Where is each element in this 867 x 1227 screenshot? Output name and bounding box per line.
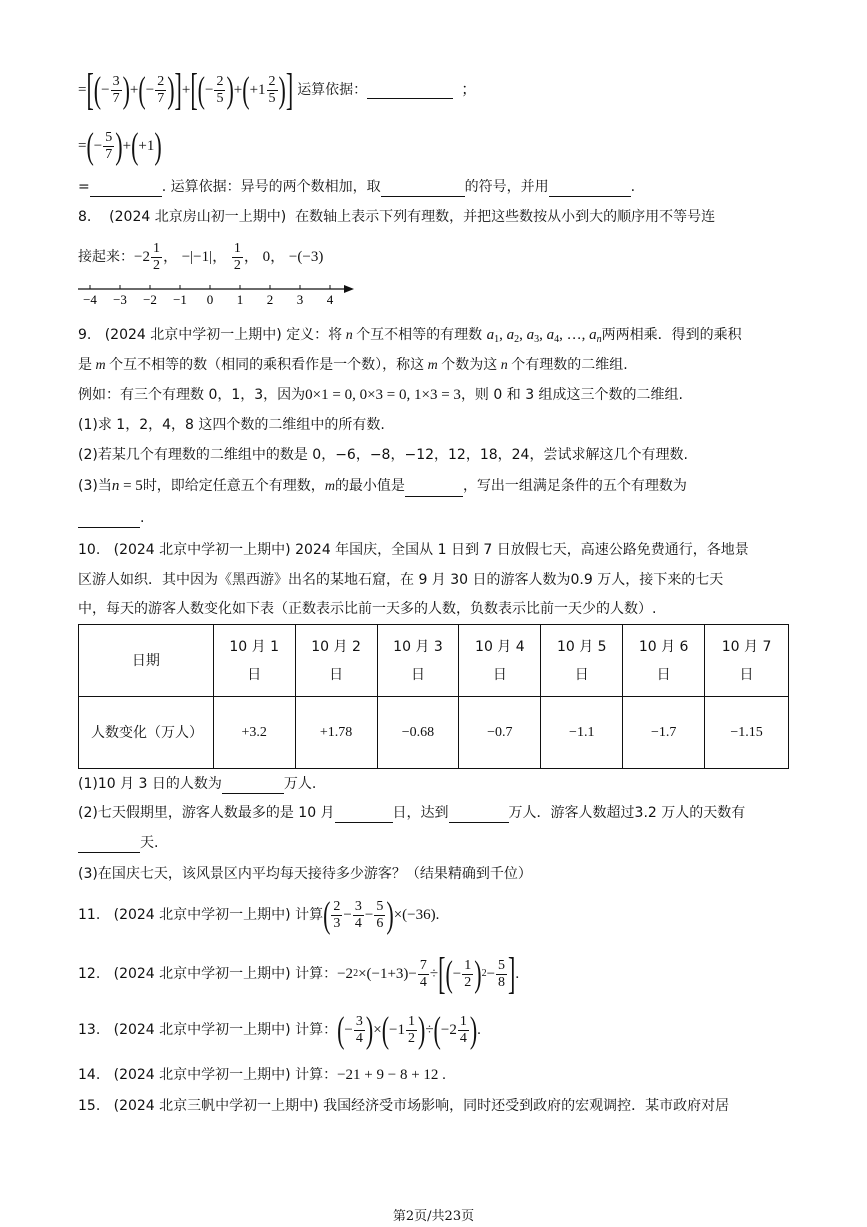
answer-blank[interactable] bbox=[78, 511, 140, 528]
table-cell-change: −0.68 bbox=[377, 697, 459, 769]
q10-line-3: 中，每天的游客人数变化如下表（正数表示比前一天多的人数，负数表示比前一天少的人数）. bbox=[78, 601, 657, 617]
number-line-tick-label: −1 bbox=[173, 292, 187, 307]
answer-blank[interactable] bbox=[405, 480, 463, 497]
visitor-change-table bbox=[78, 624, 789, 769]
number-line-tick-label: −4 bbox=[83, 292, 97, 307]
table-header-change: 人数变化（万人） bbox=[79, 697, 214, 769]
table-cell-date: 10 月 2 日 bbox=[295, 625, 377, 697]
answer-blank[interactable] bbox=[335, 806, 393, 823]
q9-line-1: 9. (2024 北京中学初一上期中) 定义：将 n 个互不相等的有理数 $a_1$, $a_2$, $a_3$, $a_4$, …, $a_n$两两相乘．得到的乘积 bbox=[78, 327, 742, 345]
table-cell-change: −0.7 bbox=[459, 697, 541, 769]
table-cell-change: −1.15 bbox=[705, 697, 789, 769]
number-line-tick-label: −3 bbox=[113, 292, 127, 307]
q11-line: 11. (2024 北京中学初一上期中) 计算 ( $\frac{2}{3}$ − $\frac{3}{4}$ − $\frac{5}{6}$ ) ×(−36). bbox=[78, 892, 440, 936]
answer-blank[interactable] bbox=[90, 180, 162, 197]
table-cell-date: 10 月 4 日 bbox=[459, 625, 541, 697]
number-line-tick-label: 4 bbox=[326, 292, 334, 307]
q9-line-3: 例如：有三个有理数 0，1，3，因为0×1 = 0, 0×3 = 0, 1×3 = 3，则 0 和 3 组成这三个数的二维组. bbox=[78, 387, 684, 403]
q8-line-1: 8. (2024 北京房山初一上期中) 在数轴上表示下列有理数，并把这些数按从小到大的顺序用不等号连 bbox=[78, 209, 716, 225]
q10-line-1: 10. (2024 北京中学初一上期中) 2024 年国庆，全国从 1 日到 7 日放假七天，高速公路免费通行，各地景 bbox=[78, 542, 749, 558]
answer-blank[interactable] bbox=[381, 180, 465, 197]
table-cell-change: +1.78 bbox=[295, 697, 377, 769]
q9-line-2: 是 m 个互不相等的数（相同的乘积看作是一个数），称这 m 个数为这 n 个有理数的二维组. bbox=[78, 357, 628, 373]
number-line-tick-label: 2 bbox=[266, 292, 274, 307]
q12-line: 12. (2024 北京中学初一上期中) 计算： −2 2 ×(−1+3)− $\frac{7}{4}$ ÷ [ ( − $\frac{1}{2}$ ) 2 − $\frac{5}{8}$ ] . bbox=[78, 948, 520, 998]
table-header-date: 日期 bbox=[79, 625, 214, 697]
calc-line-1: = [ ( − $\frac{3}{7}$ ) + ( − $\frac{2}{7}$ ) ] + [ ( − $\frac{2}{5}$ ) + ( +1 $\frac{2}{5}$ ) ] 运算依据： ； bbox=[78, 64, 477, 114]
answer-blank[interactable] bbox=[78, 836, 140, 853]
q9-sub3: (3)当n = 5时，即给定任意五个有理数，m的最小值是 ，写出一组满足条件的五个有理数为 bbox=[78, 476, 687, 497]
q9-sub3-cont: . bbox=[78, 508, 144, 528]
question-source: (2024 北京房山初一上期中) bbox=[109, 209, 287, 225]
q15-line: 15. (2024 北京三帆中学初一上期中) 我国经济受市场影响，同时还受到政府的宏观调控．某市政府对居 bbox=[78, 1098, 730, 1114]
table-cell-change: +3.2 bbox=[213, 697, 295, 769]
table-cell-date: 10 月 3 日 bbox=[377, 625, 459, 697]
answer-blank[interactable] bbox=[222, 777, 284, 794]
table-cell-date: 10 月 6 日 bbox=[623, 625, 705, 697]
page-footer: 第2页/共23页 bbox=[392, 1209, 475, 1224]
answer-blank[interactable] bbox=[549, 180, 631, 197]
q10-sub3: (3)在国庆七天，该风景区内平均每天接待多少游客？（结果精确到千位） bbox=[78, 866, 532, 882]
question-number: 8. bbox=[78, 209, 92, 225]
q9-sub1: (1)求 1，2，4，8 这四个数的二维组中的所有数. bbox=[78, 417, 385, 433]
number-line bbox=[78, 277, 368, 307]
q10-sub1: (1)10 月 3 日的人数为 万人. bbox=[78, 776, 317, 792]
q10-sub2-cont: 天. bbox=[78, 833, 158, 853]
q14-line: 14. (2024 北京中学初一上期中) 计算：−21 + 9 − 8 + 12 . bbox=[78, 1067, 446, 1083]
q9-sub2: (2)若某几个有理数的二维组中的数是 0，−6，−8，−12，12，18，24，尝试求解这几个有理数. bbox=[78, 447, 688, 463]
table-cell-date: 10 月 7 日 bbox=[705, 625, 789, 697]
q10-sub2: (2)七天假期里，游客人数最多的是 10 月 日，达到 万人．游客人数超过3.2 万人的天数有 bbox=[78, 805, 746, 821]
number-line-tick-label: 0 bbox=[206, 292, 214, 307]
number-line-tick-label: 1 bbox=[236, 292, 244, 307]
table-cell-date: 10 月 1 日 bbox=[213, 625, 295, 697]
q13-line: 13. (2024 北京中学初一上期中) 计算： ( − $\frac{3}{4}$ ) × ( −1 $\frac{1}{2}$ ) ÷ ( −2 $\frac{1}{4}$ ) . bbox=[78, 1007, 481, 1051]
table-row bbox=[79, 625, 789, 697]
number-line-tick-label: 3 bbox=[296, 292, 304, 307]
number-line-tick-label: −2 bbox=[143, 292, 157, 307]
q8-line-2: 接起来： −2 $\frac{1}{2}$ ， −|−1|， $\frac{1}{2}$ ， 0， −(−3) bbox=[78, 240, 324, 273]
table-cell-change: −1.1 bbox=[541, 697, 623, 769]
op-basis-label: 运算依据： bbox=[297, 82, 368, 98]
answer-blank[interactable] bbox=[367, 82, 453, 99]
table-cell-date: 10 月 5 日 bbox=[541, 625, 623, 697]
calc-line-2: = ( − $\frac{5}{7}$ ) + ( +1 ) bbox=[78, 123, 162, 167]
table-row bbox=[79, 697, 789, 769]
table-cell-change: −1.7 bbox=[623, 697, 705, 769]
calc-line-3: = . 运算依据：异号的两个数相加，取 的符号，并用 . bbox=[78, 179, 636, 195]
answer-blank[interactable] bbox=[449, 806, 509, 823]
q10-line-2: 区游人如织．其中因为《黑西游》出名的某地石窟，在 9 月 30 日的游客人数为0.9 万人，接下来的七天 bbox=[78, 572, 724, 588]
